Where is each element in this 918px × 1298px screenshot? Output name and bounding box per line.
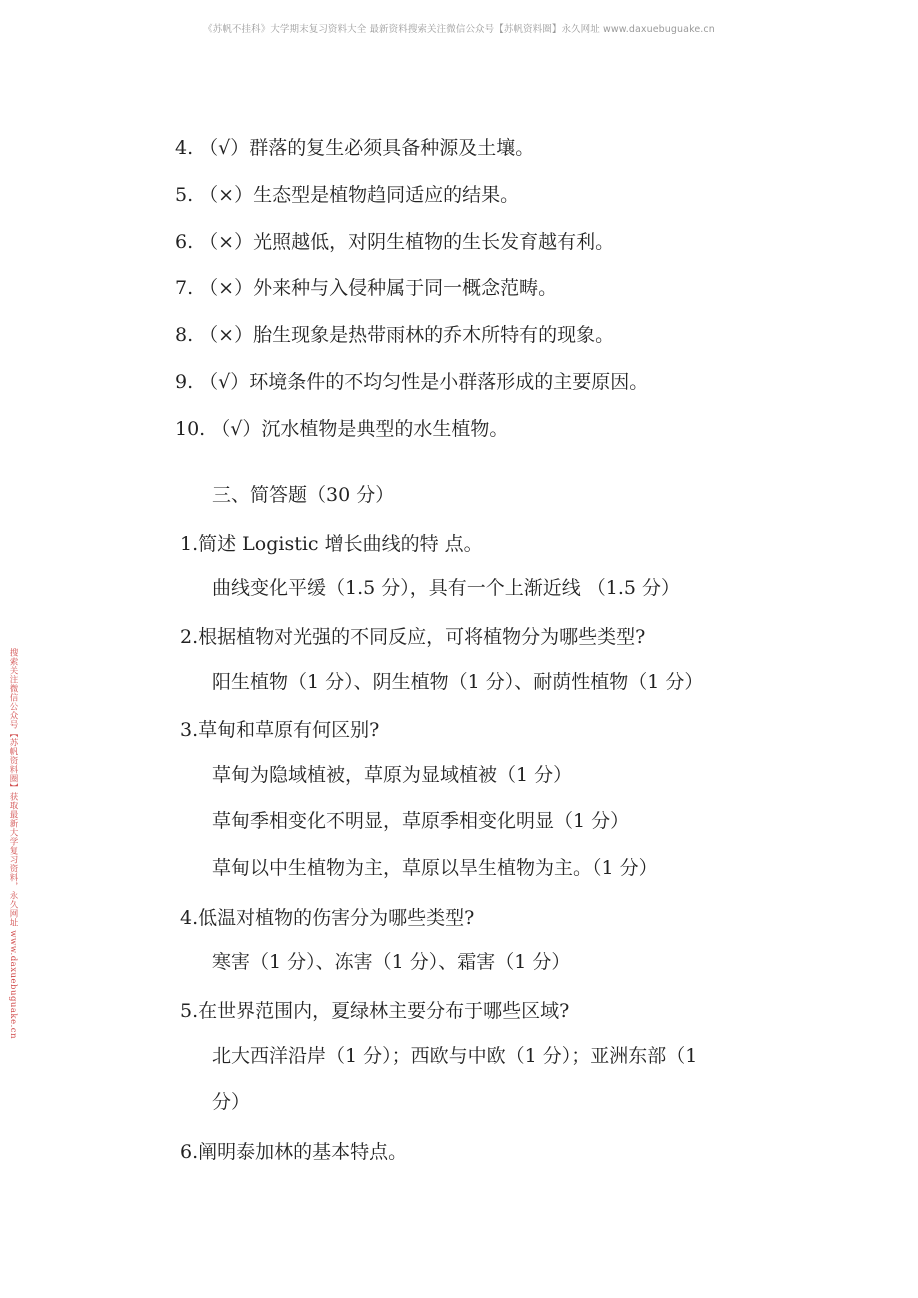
section-title: 三、简答题（30 分） — [212, 484, 395, 506]
tf-item: 6. （×）光照越低，对阴生植物的生长发育越有利。 — [175, 231, 615, 253]
question: 1.简述 Logistic 增长曲线的特 点。 — [180, 533, 483, 555]
answer: 寒害（1 分）、冻害（1 分）、霜害（1 分） — [212, 951, 571, 973]
tf-item: 9. （√）环境条件的不均匀性是小群落形成的主要原因。 — [175, 371, 649, 393]
answer: 曲线变化平缓（1.5 分），具有一个上渐近线 （1.5 分） — [212, 577, 681, 599]
page-header-watermark: 《苏帆不挂科》大学期末复习资料大全 最新资料搜索关注微信公众号【苏帆资料圈】永久网址 www.daxuebuguake.cn — [203, 24, 715, 35]
question: 6.阐明泰加林的基本特点。 — [180, 1141, 408, 1163]
question: 2.根据植物对光强的不同反应，可将植物分为哪些类型? — [180, 626, 646, 648]
tf-item: 5. （×）生态型是植物趋同适应的结果。 — [175, 184, 520, 206]
answer: 北大西洋沿岸（1 分）；西欧与中欧（1 分）；亚洲东部（1 — [212, 1045, 698, 1067]
side-watermark: 搜索关注微信公众号【苏帆资料圈】获取最新大学复习资料，永久网址 www.daxuebuguake.cn — [8, 648, 18, 1040]
tf-item: 10. （√）沉水植物是典型的水生植物。 — [175, 418, 509, 440]
answer: 分） — [212, 1091, 251, 1113]
question: 4.低温对植物的伤害分为哪些类型? — [180, 907, 475, 929]
answer: 草甸为隐域植被，草原为显域植被（1 分） — [212, 764, 573, 786]
question: 3.草甸和草原有何区别? — [180, 719, 380, 741]
answer: 阳生植物（1 分）、阴生植物（1 分）、耐荫性植物（1 分） — [212, 671, 704, 693]
tf-item: 8. （×）胎生现象是热带雨林的乔木所特有的现象。 — [175, 324, 615, 346]
answer: 草甸以中生植物为主，草原以旱生植物为主。（1 分） — [212, 857, 658, 879]
tf-item: 7. （×）外来种与入侵种属于同一概念范畴。 — [175, 277, 558, 299]
answer: 草甸季相变化不明显，草原季相变化明显（1 分） — [212, 810, 630, 832]
tf-item: 4. （√）群落的复生必须具备种源及土壤。 — [175, 137, 535, 159]
question: 5.在世界范围内，夏绿林主要分布于哪些区域? — [180, 1000, 570, 1022]
